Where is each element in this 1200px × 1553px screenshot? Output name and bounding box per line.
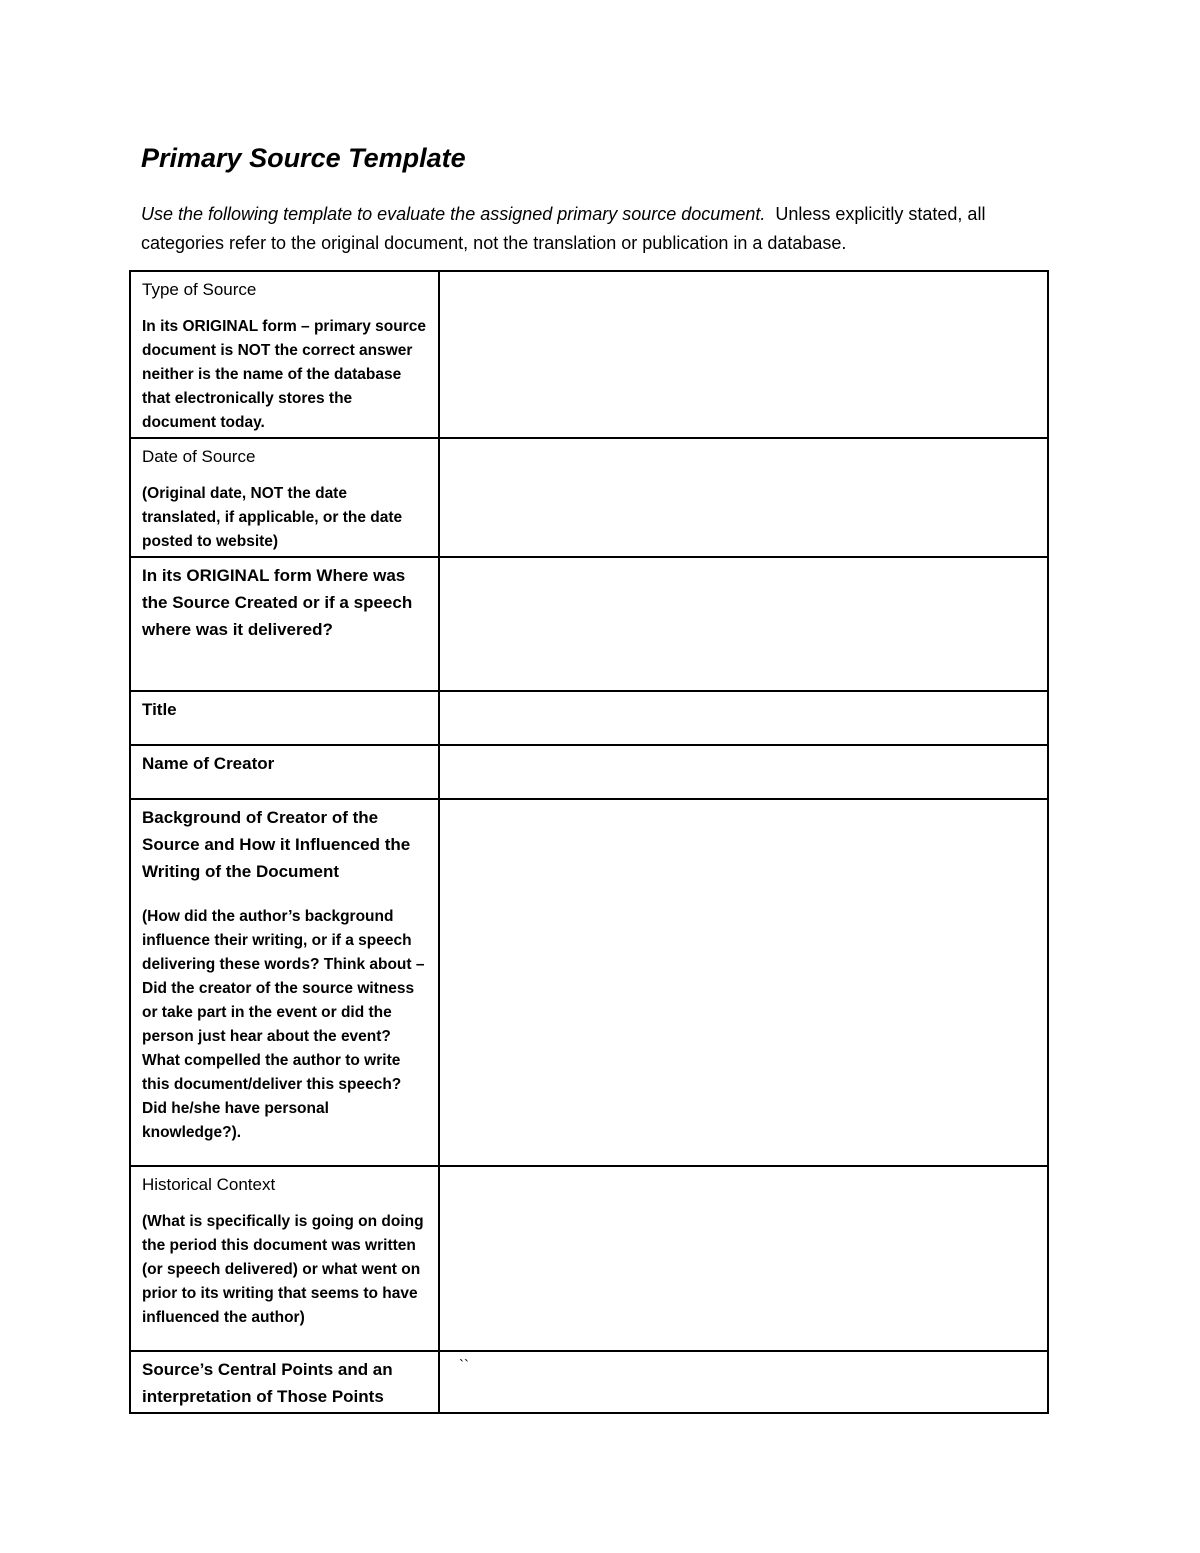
template-table xyxy=(129,270,1049,1414)
table-row xyxy=(130,691,1048,745)
row-label: Name of Creator xyxy=(142,754,275,773)
answer-cell-date-of-source[interactable] xyxy=(439,438,1048,557)
row-label: Background of Creator of the Source and How it Influenced the Writing of the Document xyxy=(142,808,411,881)
table-row xyxy=(130,1351,1048,1413)
answer-cell-title[interactable] xyxy=(439,691,1048,745)
row-label: Date of Source xyxy=(142,447,256,466)
row-label: Type of Source xyxy=(142,280,257,299)
instructions xyxy=(141,200,1061,258)
table-row xyxy=(130,438,1048,557)
page-title: Primary Source Template xyxy=(141,143,466,173)
row-note: (How did the author’s background influence their writing, or if a speech delivering these words? Think about – Did the creator of the source witness or take part in the event or did the person just hear about the event? What compelled the author to write this document/deliver this speech? Did he/she have personal knowledge?). xyxy=(142,908,425,1141)
table-row xyxy=(130,557,1048,691)
answer-cell-name-of-creator[interactable] xyxy=(439,745,1048,799)
answer-text: `` xyxy=(459,1357,469,1374)
instructions-text: Unless explicitly stated, all categories refer to the original document, not the translation or publication in a database. xyxy=(141,204,986,253)
row-note: In its ORIGINAL form – primary source document is NOT the correct answer neither is the name of the database that electronically stores the document today. xyxy=(142,318,426,431)
row-label: Title xyxy=(142,700,177,719)
label-cell xyxy=(130,438,439,557)
answer-cell-place-created[interactable] xyxy=(439,557,1048,691)
instructions-italic: Use the following template to evaluate the assigned primary source document. xyxy=(141,204,766,224)
table-row xyxy=(130,745,1048,799)
label-cell xyxy=(130,1351,439,1413)
table-row xyxy=(130,1166,1048,1351)
answer-cell-central-points[interactable] xyxy=(439,1351,1048,1413)
answer-cell-type-of-source[interactable] xyxy=(439,271,1048,438)
row-label: Source’s Central Points and an interpretation of Those Points xyxy=(142,1360,393,1406)
label-cell xyxy=(130,691,439,745)
label-cell xyxy=(130,799,439,1166)
table-row xyxy=(130,271,1048,438)
row-label: In its ORIGINAL form Where was the Source Created or if a speech where was it delivered? xyxy=(142,566,413,639)
row-note: (What is specifically is going on doing the period this document was written (or speech delivered) or what went on prior to its writing that seems to have influenced the author) xyxy=(142,1213,424,1326)
row-note: (Original date, NOT the date translated, if applicable, or the date posted to website) xyxy=(142,485,403,550)
label-cell xyxy=(130,1166,439,1351)
answer-cell-background[interactable] xyxy=(439,799,1048,1166)
table-row xyxy=(130,799,1048,1166)
label-cell xyxy=(130,557,439,691)
answer-cell-historical-context[interactable] xyxy=(439,1166,1048,1351)
row-label: Historical Context xyxy=(142,1175,276,1194)
label-cell xyxy=(130,745,439,799)
label-cell xyxy=(130,271,439,438)
